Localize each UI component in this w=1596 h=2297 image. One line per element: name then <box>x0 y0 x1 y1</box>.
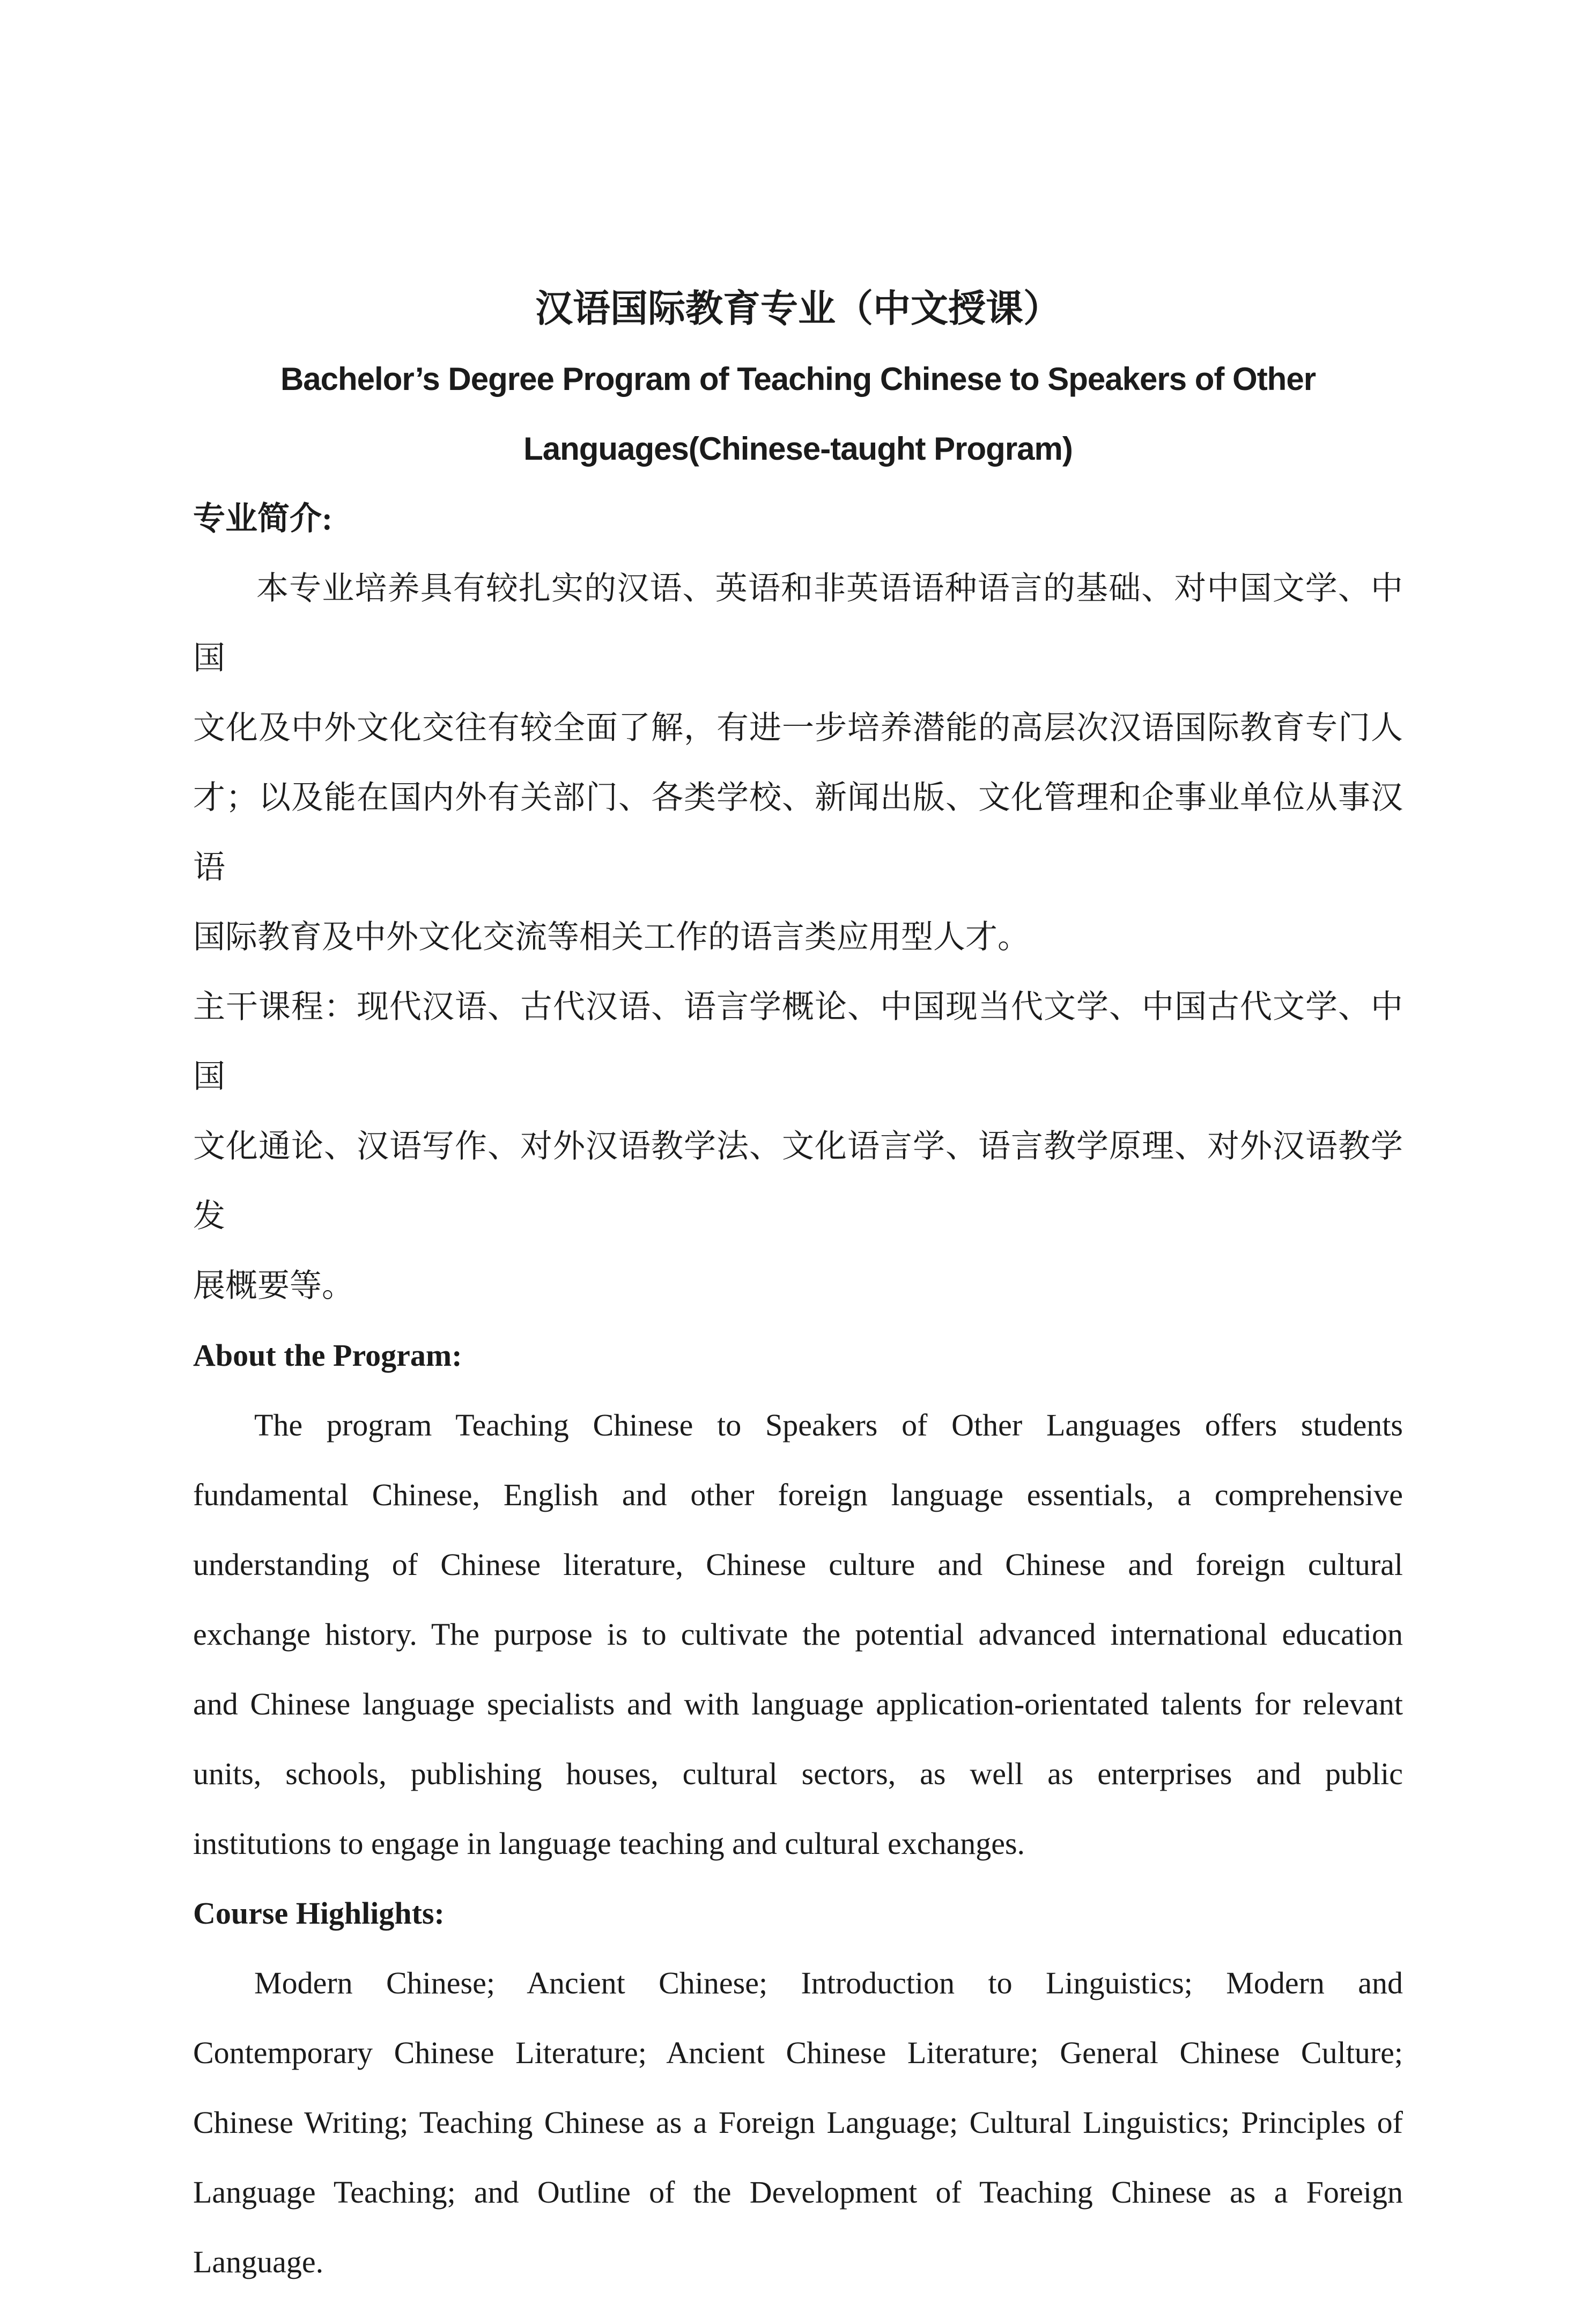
intro-paragraph-line: 国际教育及中外文化交流等相关工作的语言类应用型人才。 <box>193 919 1030 955</box>
doc-title-en-line2: Languages(Chinese-taught Program) <box>523 431 1073 467</box>
highlights-paragraph-line: Chinese Writing; Teaching Chinese as a Foreign Language; Cultural Linguistics; Principles of <box>193 2105 1403 2140</box>
highlights-heading: Course Highlights: <box>193 1896 445 1931</box>
intro-heading: 专业简介: <box>193 501 332 536</box>
about-paragraph-line: exchange history. The purpose is to cultivate the potential advanced international education <box>193 1617 1403 1652</box>
highlights-paragraph-line: Contemporary Chinese Literature; Ancient Chinese Literature; General Chinese Culture; <box>193 2035 1403 2070</box>
highlights-paragraph-line: Modern Chinese; Ancient Chinese; Introduction to Linguistics; Modern and <box>254 1965 1403 2000</box>
intro-paragraph-line: 本专业培养具有较扎实的汉语、英语和非英语语种语言的基础、对中国文学、中国 <box>193 571 1403 676</box>
about-paragraph-line: understanding of Chinese literature, Chinese culture and Chinese and foreign cultural <box>193 1547 1403 1582</box>
about-paragraph-line: fundamental Chinese, English and other foreign language essentials, a comprehensive <box>193 1477 1403 1512</box>
core-courses-line: 主干课程：现代汉语、古代汉语、语言学概论、中国现当代文学、中国古代文学、中国 <box>193 989 1403 1094</box>
highlights-paragraph-line: Language Teaching; and Outline of the Development of Teaching Chinese as a Foreign <box>193 2175 1403 2210</box>
about-paragraph-line: institutions to engage in language teaching and cultural exchanges. <box>193 1826 1025 1861</box>
intro-paragraph-line: 才；以及能在国内外有关部门、各类学校、新闻出版、文化管理和企事业单位从事汉语 <box>193 780 1403 885</box>
highlights-paragraph-line: Language. <box>193 2244 324 2279</box>
doc-title-zh: 汉语国际教育专业（中文授课） <box>535 289 1061 330</box>
about-paragraph-line: and Chinese language specialists and with language application-orientated talents for relevant <box>193 1687 1403 1721</box>
about-paragraph-line: The program Teaching Chinese to Speakers of Other Languages offers students <box>254 1408 1403 1442</box>
doc-title-en-line1: Bachelor’s Degree Program of Teaching Chinese to Speakers of Other <box>280 361 1316 397</box>
about-paragraph-line: units, schools, publishing houses, cultural sectors, as well as enterprises and public <box>193 1756 1403 1791</box>
intro-paragraph-line: 文化及中外文化交往有较全面了解，有进一步培养潜能的高层次汉语国际教育专门人 <box>193 710 1403 746</box>
core-courses-line: 文化通论、汉语写作、对外汉语教学法、文化语言学、语言教学原理、对外汉语教学发 <box>193 1129 1403 1234</box>
core-courses-line: 展概要等。 <box>193 1268 354 1304</box>
about-heading: About the Program: <box>193 1338 462 1373</box>
